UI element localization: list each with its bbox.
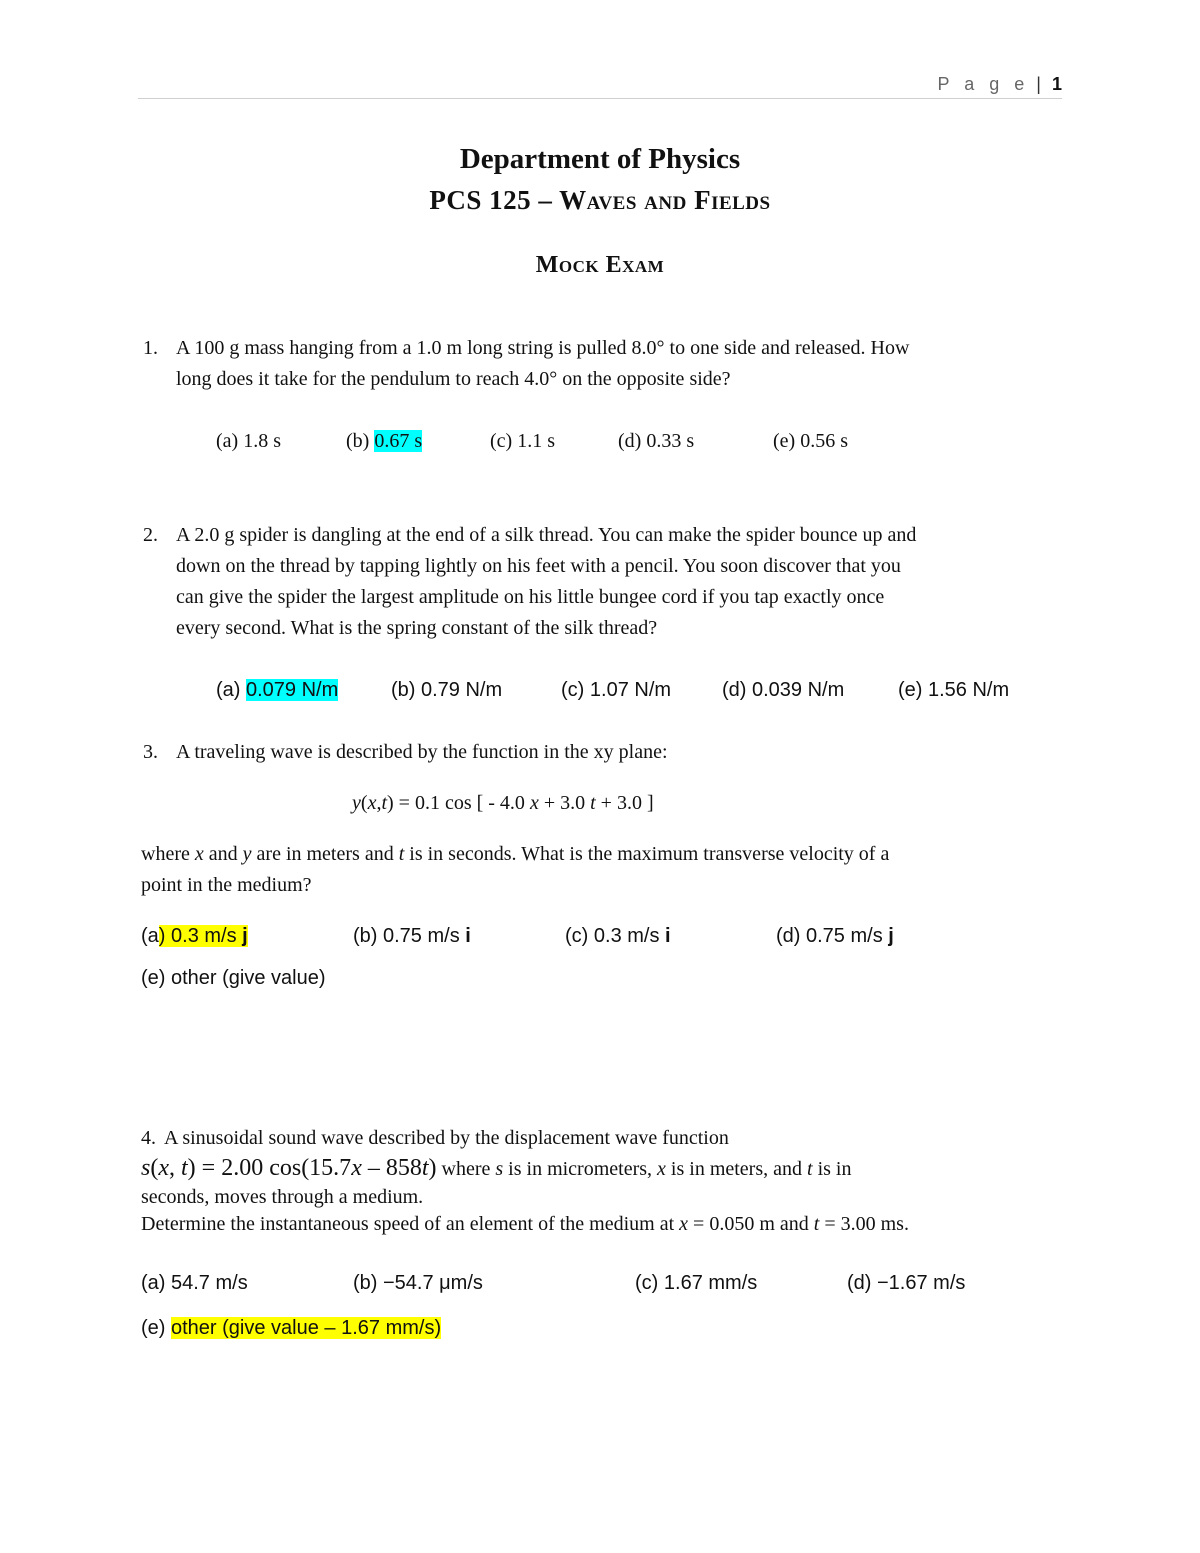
q3-option-d: (d) 0.75 m/s j (776, 925, 894, 947)
q2-text-line3: can give the spider the largest amplitude on his little bungee cord if you tap exactly once (176, 586, 885, 608)
q3-option-e: (e) other (give value) (141, 967, 326, 989)
q4-text-line4: Determine the instantaneous speed of an element of the medium at x = 0.050 m and t = 3.00 ms. (141, 1213, 909, 1235)
q1-option-b: (b) 0.67 s (346, 430, 423, 452)
q4-text-line1: A sinusoidal sound wave described by the displacement wave function (164, 1127, 729, 1149)
q3-option-b: (b) 0.75 m/s i (353, 925, 471, 947)
course-title: PCS 125 – Waves and Fields (429, 185, 771, 215)
q2-answer-highlight: 0.079 N/m (246, 679, 339, 701)
page-label: P a g e (937, 74, 1030, 94)
q4-text-line3: seconds, moves through a medium. (141, 1186, 424, 1208)
q2-number: 2. (143, 524, 158, 546)
exam-title: Mock Exam (535, 252, 665, 278)
q4-answer-highlight: other (give value – 1.67 mm/s) (171, 1317, 442, 1339)
q1-number: 1. (143, 337, 158, 359)
department-title: Department of Physics (459, 143, 741, 175)
q2-option-c: (c) 1.07 N/m (561, 679, 672, 701)
q3-text-line1: A traveling wave is described by the function in the xy plane: (176, 741, 668, 763)
q3-text-line3: point in the medium? (141, 874, 312, 896)
q3-number: 3. (143, 741, 158, 763)
q2-option-e: (e) 1.56 N/m (898, 679, 1010, 701)
page-header (138, 70, 1062, 99)
q3-answer-highlight: ) 0.3 m/s j (158, 925, 248, 947)
q1-text-line2: long does it take for the pendulum to reach 4.0° on the opposite side? (176, 368, 731, 390)
q4-equation: s(x, t) = 2.00 cos(15.7x – 858t) (141, 1155, 437, 1181)
q2-text-line1: A 2.0 g spider is dangling at the end of a silk thread. You can make the spider bounce up and (176, 524, 917, 546)
q4-option-d: (d) −1.67 m/s (847, 1272, 966, 1294)
q2-text-line4: every second. What is the spring constant of the silk thread? (176, 617, 658, 639)
page-number: 1 (1051, 74, 1062, 94)
q2-option-d: (d) 0.039 N/m (722, 679, 845, 701)
q4-number: 4. (141, 1127, 156, 1149)
q1-text-line1: A 100 g mass hanging from a 1.0 m long string is pulled 8.0° to one side and released. How (176, 337, 910, 359)
q2-option-b: (b) 0.79 N/m (391, 679, 503, 701)
q1-answer-highlight: 0.67 s (374, 430, 423, 452)
q1-option-e: (e) 0.56 s (773, 430, 848, 452)
q3-option-c: (c) 0.3 m/s i (565, 925, 671, 947)
q4-text-line2: s(x, t) = 2.00 cos(15.7x – 858t) where s is in micrometers, x is in meters, and t is in (141, 1155, 852, 1181)
page-separator: | (1036, 74, 1041, 94)
q3-option-a: (a) 0.3 m/s j (141, 925, 248, 947)
q3-equation: y(x,t) = 0.1 cos [ - 4.0 x + 3.0 t + 3.0 ] (352, 792, 654, 814)
q1-option-d: (d) 0.33 s (618, 430, 695, 452)
q4-option-c: (c) 1.67 mm/s (635, 1272, 758, 1294)
q4-option-e: (e) other (give value – 1.67 mm/s) (141, 1317, 442, 1339)
q3-text-line2: where x and y are in meters and t is in seconds. What is the maximum transverse velocity of a (141, 843, 890, 865)
q4-option-b: (b) −54.7 μm/s (353, 1272, 483, 1294)
page-number-indicator (938, 74, 1062, 95)
q2-text-line2: down on the thread by tapping lightly on his feet with a pencil. You soon discover that you (176, 555, 901, 577)
q2-option-a: (a) 0.079 N/m (216, 679, 339, 701)
q4-option-a: (a) 54.7 m/s (141, 1272, 248, 1294)
q1-option-a: (a) 1.8 s (216, 430, 281, 452)
q1-option-c: (c) 1.1 s (490, 430, 555, 452)
